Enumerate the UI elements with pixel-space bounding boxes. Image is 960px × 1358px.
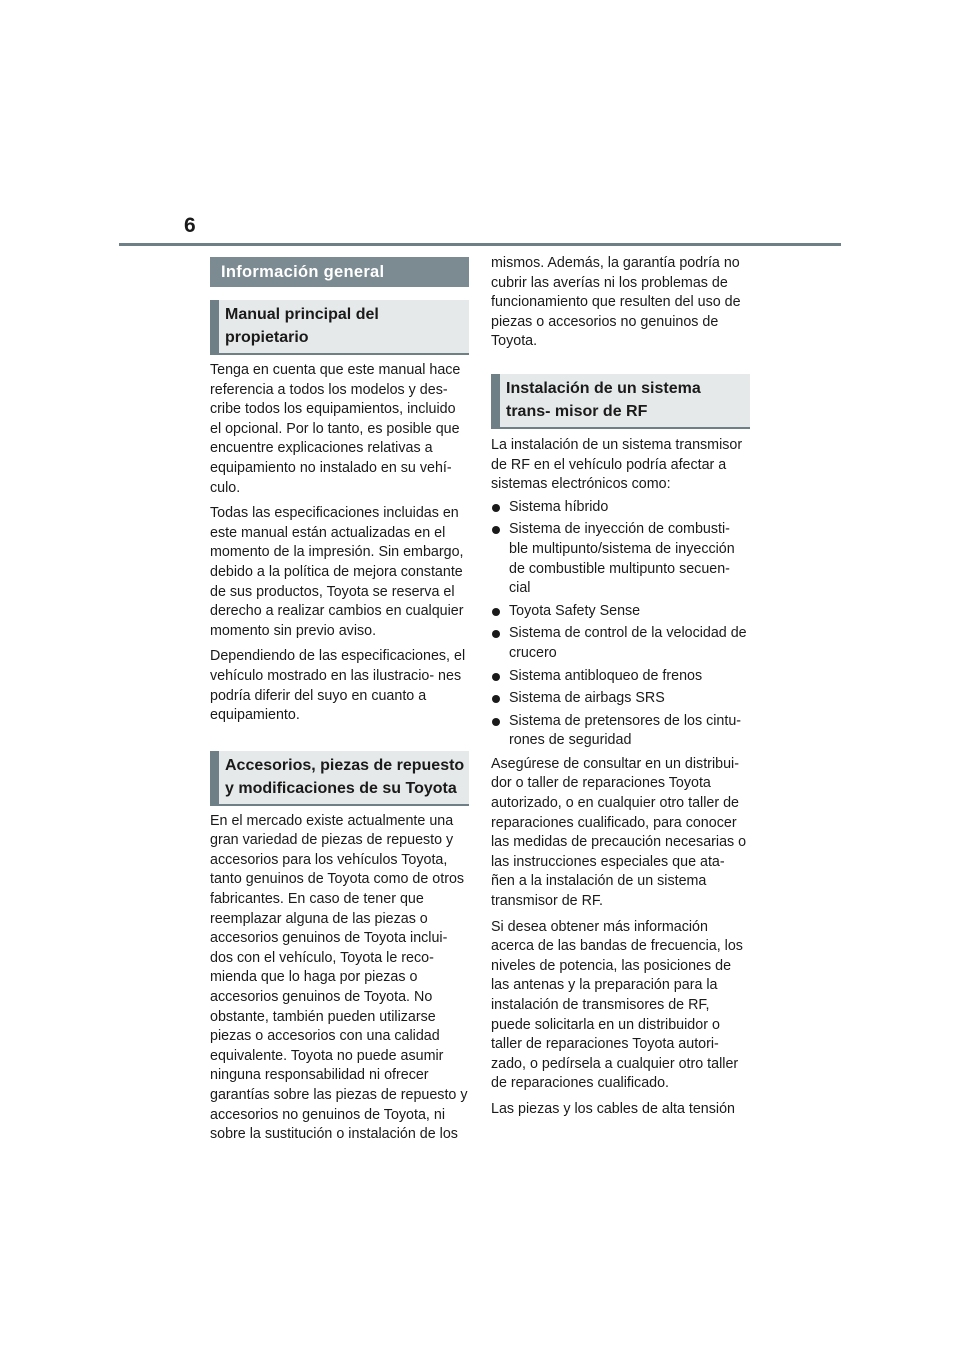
- bullet-icon: [492, 526, 500, 534]
- list-item: Sistema híbrido: [491, 498, 750, 518]
- header-rule: [119, 243, 841, 246]
- paragraph-intro: La instalación de un sistema transmisor de RF en el vehículo podría afectar a sistemas electrónicos como:: [491, 436, 743, 493]
- right-column: [491, 257, 750, 1120]
- paragraph: Dependiendo de las especificaciones, el vehículo mostrado en las ilustracio- nes podría diferir del suyo en cuanto a equipamiento.: [210, 648, 466, 724]
- heading-rf-transmitter: Instalación de un sistema trans- misor de RF: [491, 374, 750, 429]
- heading-owner-manual: Manual principal del propietario: [210, 300, 469, 355]
- paragraph: Tenga en cuenta que este manual hace referencia a todos los modelos y des- cribe todos los equipamientos, incluido el opcional. Por lo tanto, es posible que encuentre explicaciones relativas a equipamiento no instalado en su vehí- culo.: [210, 362, 461, 496]
- bullet-icon: [492, 630, 500, 638]
- bullet-icon: [492, 695, 500, 703]
- paragraph: En el mercado existe actualmente una gran variedad de piezas de repuesto y accesorios para los vehículos Toyota, tanto genuinos de Toyota como de otros fabricantes. En caso de tener que reemplazar alguna de las piezas o accesorios genuinos de Toyota inclui- dos con el vehículo, Toyota le reco- mienda que lo haga por piezas o accesorios genuinos de Toyota. No obstante, también pueden utilizarse piezas o accesorios con una calidad equivalente. Toyota no puede asumir ninguna responsabilidad ni ofrecer garantías sobre las piezas de repuesto y accesorios no genuinos de Toyota, ni sobre la sustitución o instalación de los: [210, 812, 468, 1143]
- list-item: Sistema antibloqueo de frenos: [491, 667, 750, 687]
- list-item: Sistema de pretensores de los cintu- rones de seguridad: [491, 712, 750, 751]
- bullet-icon: [492, 718, 500, 726]
- bullet-icon: [492, 673, 500, 681]
- bullet-icon: [492, 608, 500, 616]
- paragraph: Asegúrese de consultar en un distribui- dor o taller de reparaciones Toyota autorizado, o en cualquier otro taller de reparaciones cualificado, para conocer las medidas de precaución necesarias o las instrucciones especiales que ata- ñen a la instalación de un sistema transmisor de RF.: [491, 755, 747, 910]
- paragraph: Las piezas y los cables de alta tensión: [491, 1100, 735, 1117]
- bullet-icon: [492, 504, 500, 512]
- page-number: 6: [184, 214, 196, 237]
- left-column: [210, 257, 469, 1145]
- affected-systems-list: [491, 498, 750, 751]
- heading-accessories: Accesorios, piezas de repuesto y modificaciones de su Toyota: [210, 751, 469, 806]
- list-item: Sistema de inyección de combusti- ble multipunto/sistema de inyección de combustible multipunto secuen- cial: [491, 520, 750, 598]
- paragraph: Si desea obtener más información acerca de las bandas de frecuencia, los niveles de potencia, las posiciones de las antenas y la preparación para la instalación de transmisores de RF, puede solicitarla en un distribuidor o taller de reparaciones Toyota autori- zado, o pedírsela a cualquier otro taller de reparaciones cualificado.: [491, 918, 743, 1092]
- paragraph-continuation: mismos. Además, la garantía podría no cubrir las averías ni los problemas de funcionamiento que resulten del uso de piezas o accesorios no genuinos de Toyota.: [491, 255, 741, 350]
- section-banner: Información general: [210, 257, 469, 287]
- list-item: Toyota Safety Sense: [491, 602, 750, 622]
- paragraph: Todas las especificaciones incluidas en este manual están actualizadas en el momento de la impresión. Sin embargo, debido a la política de mejora constante de sus productos, Toyota se reserva el derecho a realizar cambios en cualquier momento sin previo aviso.: [210, 505, 464, 639]
- list-item: Sistema de airbags SRS: [491, 689, 750, 709]
- list-item: Sistema de control de la velocidad de crucero: [491, 624, 750, 663]
